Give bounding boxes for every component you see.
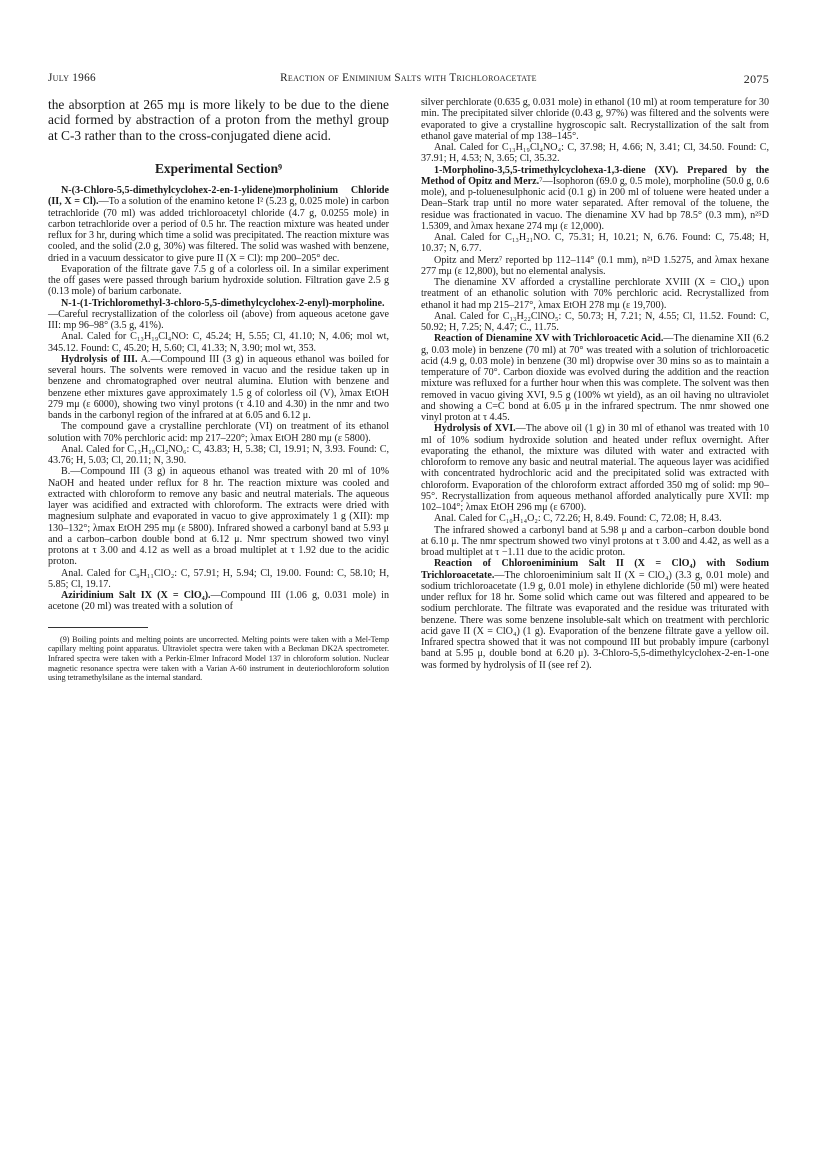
paragraph-heading: 1-Morpholino-3,5,5-trimethylcyclohexa-1,3-diene (XV). Prepared by the Method of Opitz and Merz. — [421, 164, 769, 187]
paragraph-heading: N-1-(1-Trichloromethyl-3-chloro-5,5-dimethylcyclohex-2-enyl)-morpholine. — [61, 297, 385, 309]
paragraph-body: A.—Compound III (3 g) in aqueous ethanol was boiled for several hours. The solvents were removed in vacuo and the residue taken up in benzene and chromatographed over neutral alumina. Elution with benzene and benzene ether mixtures gave approximately 1.5 g of colorless oil (V), λmax EtOH 279 mμ (ε 6000), showing two vinyl protons (τ 4.10 and 4.30) in the nmr and two bands in the carbonyl region of the infrared at at 6.05 and 6.12 μ. — [48, 353, 389, 422]
paragraph-silver-perchlorate: silver perchlorate (0.635 g, 0.031 mole) in ethanol (10 ml) at room temperature for 30 min. The precipitated silver chloride (0.43 g, 97%) was filtered and the solvents were evaporated to give a crystalline hygroscopic salt. Recrystallization of the salt from ethanol gave material of mp 138–145°. — [421, 97, 769, 142]
paragraph-body: —Compound III (1.06 g, 0.031 mole) in acetone (20 ml) was treated with a solution of — [48, 590, 389, 613]
analysis-ix: Anal. Caled for C₁₃H₁₉Cl₄NO₄: C, 37.98; H, 4.66; N, 3.41; Cl, 34.50. Found: C, 37.91; H, 4.53; N, 3.65; Cl, 35.32. — [421, 142, 769, 165]
paragraph-perchlorate-xviii: The dienamine XV afforded a crystalline perchlorate XVIII (X = ClO₄) upon treatment of an ethanolic solution with 70% perchloric acid. Recrystallized from ethanol it had mp 215–217°, λmax EtOH 278 mμ (ε 19,700). — [421, 277, 769, 311]
paragraph-body: —To a solution of the enamino ketone I² (5.23 g, 0.025 mole) in carbon tetrachloride (70 ml) was added trichloroacetyl chloride (4.7 g, 0.0255 mole) in carbon tetrachloride over a period of 0.5 hr. The reaction mixture was heated under reflux for 3 hr, during which time a solid was precipitated. The reaction mixture was cooled, and the solid (2.0 g, 30%) was filtered. The solid was washed with benzene, dried in a vacuum dessicator to give pure II (X = Cl): mp 200–205° dec. — [48, 196, 389, 264]
paragraph-opitz-merz: Opitz and Merz⁷ reported bp 112–114° (0.1 mm), n²¹D 1.5275, and λmax hexane 277 mμ (ε 12,800), but no elemental analysis. — [421, 254, 769, 277]
right-column — [421, 97, 769, 671]
running-header — [48, 72, 769, 86]
paragraph-evaporation: Evaporation of the filtrate gave 7.5 g of a colorless oil. In a similar experiment the off gases were passed through barium hydroxide solution. Filtration gave 2.5 g (0.13 mole) of barium carbonate. — [48, 263, 389, 298]
paragraph-body: —The dienamine XII (6.2 g, 0.03 mole) in benzene (70 ml) at 70° was treated with a solution of trichloroacetic acid (4.9 g, 0.03 mole) in benzene (30 ml) dropwise over 30 mins so as to maintain a temperature of 70°. Carbon dioxide was evolved during the addition and the reaction mixture was refluxed for a further hour when this was complete. The solvent was then removed in vacuo giving XVI, 9.5 g (100% wt yield), as an oil having no ultraviolet and showing a C=C bond at 6.05 μ in the infrared spectrum. The nmr showed one vinyl proton at τ 4.45. — [421, 333, 769, 423]
paragraph-heading: N-(3-Chloro-5,5-dimethylcyclohex-2-en-1-ylidene)morpholinium Chloride (II, X = Cl). — [48, 185, 389, 208]
paragraph-method-b: B.—Compound III (3 g) in aqueous ethanol was treated with 20 ml of 10% NaOH and heated under reflux for 8 hr. The reaction mixture was cooled and extracted with chloroform to remove any basic and neutral materials. The aqueous layer was acidified and extracted with chloroform. The extracts were dried with magnesium sulphate and evaporated in vacuo to give approximately 1 g (XII): mp 130–132°; λmax EtOH 295 mμ (ε 5800). Infrared showed a carbonyl band at 5.93 μ and a carbon–carbon double bond at 6.12 μ. Nmr spectrum showed two vinyl protons at τ 3.00 and 4.12 as well as a broad multiplet at τ 1.92 due to the acidic proton. — [48, 466, 389, 568]
analysis-vi: Anal. Caled for C₁₃H₁₉Cl₂NO₆: C, 43.83; H, 5.38; Cl, 19.91; N, 3.93. Found: C, 43.76; H, 5.03; Cl, 20.11; N, 3.90. — [48, 443, 389, 467]
paragraph-body: ⁷—Isophoron (69.0 g, 0.5 mole), morpholine (50.0 g, 0.6 mole), and p-toluenesulphonic acid (0.1 g) in 200 ml of toluene were heated under a Dean–Stark trap until no more water separated. After removal of the toluene, the residue was fractionated in vacuo. The dienamine XV had bp 78.5° (0.3 mm), n²⁵D 1.5309, and λmax hexane 274 mμ (ε 12,000). — [421, 175, 769, 232]
paragraph-heading: Hydrolysis of III. — [61, 353, 138, 365]
paragraph-compound-iii — [48, 298, 389, 332]
page-number: 2075 — [743, 72, 769, 86]
paragraph-reaction-xv — [421, 333, 769, 423]
paragraph-hydrolysis-iii — [48, 354, 389, 422]
paragraph-perchlorate-vi: The compound gave a crystalline perchlorate (VI) on treatment of its ethanol solution with 70% perchloric acid: mp 217–220°; λmax EtOH 280 mμ (ε 5800). — [48, 421, 389, 444]
paragraph-heading: Reaction of Chloroeniminium Salt II (X = ClO₄) with Sodium Trichloroacetate. — [421, 558, 769, 581]
analysis-xv: Anal. Caled for C₁₃H₂₁NO. C, 75.31; H, 10.21; N, 6.76. Found: C, 75.48; H, 10.37; N, 6.77. — [421, 232, 769, 255]
footnote-9: (9) Boiling points and melting points are uncorrected. Melting points were taken with a Mel-Temp capillary melting point apparatus. Ultraviolet spectra were taken with a Beckman DK2A spectrometer. Infrared spectra were taken with a Perkin-Elmer Infracord Model 137 in chloroform solution. Nuclear magnetic resonance spectra were taken with a Varian A-60 instrument in deuteriochloroform solution using tetramethylsilane as the internal standard. — [48, 634, 389, 683]
section-title: Experimental Section⁹ — [154, 161, 283, 177]
paragraph-body: —The above oil (1 g) in 30 ml of ethanol was treated with 10 ml of 10% sodium hydroxide solution and heated under reflux overnight. After evaporating the ethanol, the mixture was diluted with water and extracted with chloroform to remove any basic and neutral material. The aqueous layer was acidified with concentrated hydrochloric acid and the precipitated solid was extracted with chloroform. Evaporation of the chloroform extract afforded 350 mg of solid: mp 90–95°. Recrystallization from aqueous methanol afforded analytically pure XVII: mp 102–104°; λmax EtOH 296 mμ (ε 6700). — [421, 423, 770, 513]
paragraph-body: —Careful recrystallization of the colorless oil (above) from aqueous acetone gave III: mp 96–98° (3.5 g, 41%). — [48, 308, 389, 332]
analysis-iii: Anal. Caled for C₁₃H₁₉Cl₄NO: C, 45.24; H, 5.55; Cl, 41.10; N, 4.06; mol wt, 345.12. Found: C, 45.20; H, 5.60; Cl, 41.33; N, 3.90; mol wt, 353. — [48, 331, 389, 354]
paragraph-dienamine-xv — [421, 165, 769, 233]
paragraph-heading: Hydrolysis of XVI. — [434, 423, 516, 435]
paragraph-infrared-xvii: The infrared showed a carbonyl band at 5.98 μ and a carbon–carbon double bond at 6.10 μ. The nmr spectrum showed two vinyl protons at τ 3.00 and 4.42, as well as a broad multiplet at τ −1.11 due to the acidic proton. — [421, 524, 769, 558]
paragraph-heading: Aziridinium Salt IX (X = ClO₄). — [61, 590, 211, 602]
header-date: July 1966 — [48, 72, 96, 84]
left-column — [48, 97, 389, 683]
paragraph-chloroeniminium — [421, 558, 769, 671]
analysis-xii: Anal. Caled for C₉H₁₁ClO₂: C, 57.91; H, 5.94; Cl, 19.00. Found: C, 58.10; H, 5.85; Cl, 19.17. — [48, 567, 389, 590]
paragraph-heading: Reaction of Dienamine XV with Trichloroacetic Acid. — [434, 333, 664, 345]
paragraph-body: —The chloroeniminium salt II (X = ClO₄) (3.3 g, 0.01 mole) and sodium trichloroacetate (1.9 g, 0.01 mole) in ethylene dichloride (50 ml) were heated under reflux for 18 hr. Some solid which came out was filtered and appeared to be sodium perchlorate. The filtrate was evaporated and the residue was triturated with benzene. There was some benzene insoluble-salt which on treatment with perchloric acid gave II (X = ClO₄) (1 g). Evaporation of the benzene filtrate gave a yellow oil. Infrared spectra showed that it was not compound III but probably impure (carbonyl band at 5.95 μ, double bond at 6.20 μ). 3-Chloro-5,5-dimethylcyclohex-2-en-1-one was formed by hydrolysis of II (see ref 2). — [421, 569, 769, 671]
analysis-xviii: Anal. Caled for C₁₃H₂₂ClNO₅: C, 50.73; H, 7.21; N, 4.55; Cl, 11.52. Found: C, 50.92; H, 7.25; N, 4.47; C., 11.75. — [421, 310, 769, 333]
paragraph-compound-ii — [48, 185, 389, 264]
paragraph-aziridinium — [48, 590, 389, 613]
paragraph-hydrolysis-xvi — [421, 423, 769, 513]
header-title: Reaction of Eniminium Salts with Trichloroacetate — [280, 72, 537, 84]
analysis-xvii: Anal. Caled for C₁₀H₁₄O₂: C, 72.26; H, 8.49. Found: C, 72.08; H, 8.43. — [434, 513, 722, 525]
intro-paragraph: the absorption at 265 mμ is more likely to be due to the diene acid formed by abstraction of a proton from the methyl group at C-3 rather than to the cross-conjugated diene acid. — [48, 97, 389, 143]
footnote-divider — [48, 627, 148, 628]
